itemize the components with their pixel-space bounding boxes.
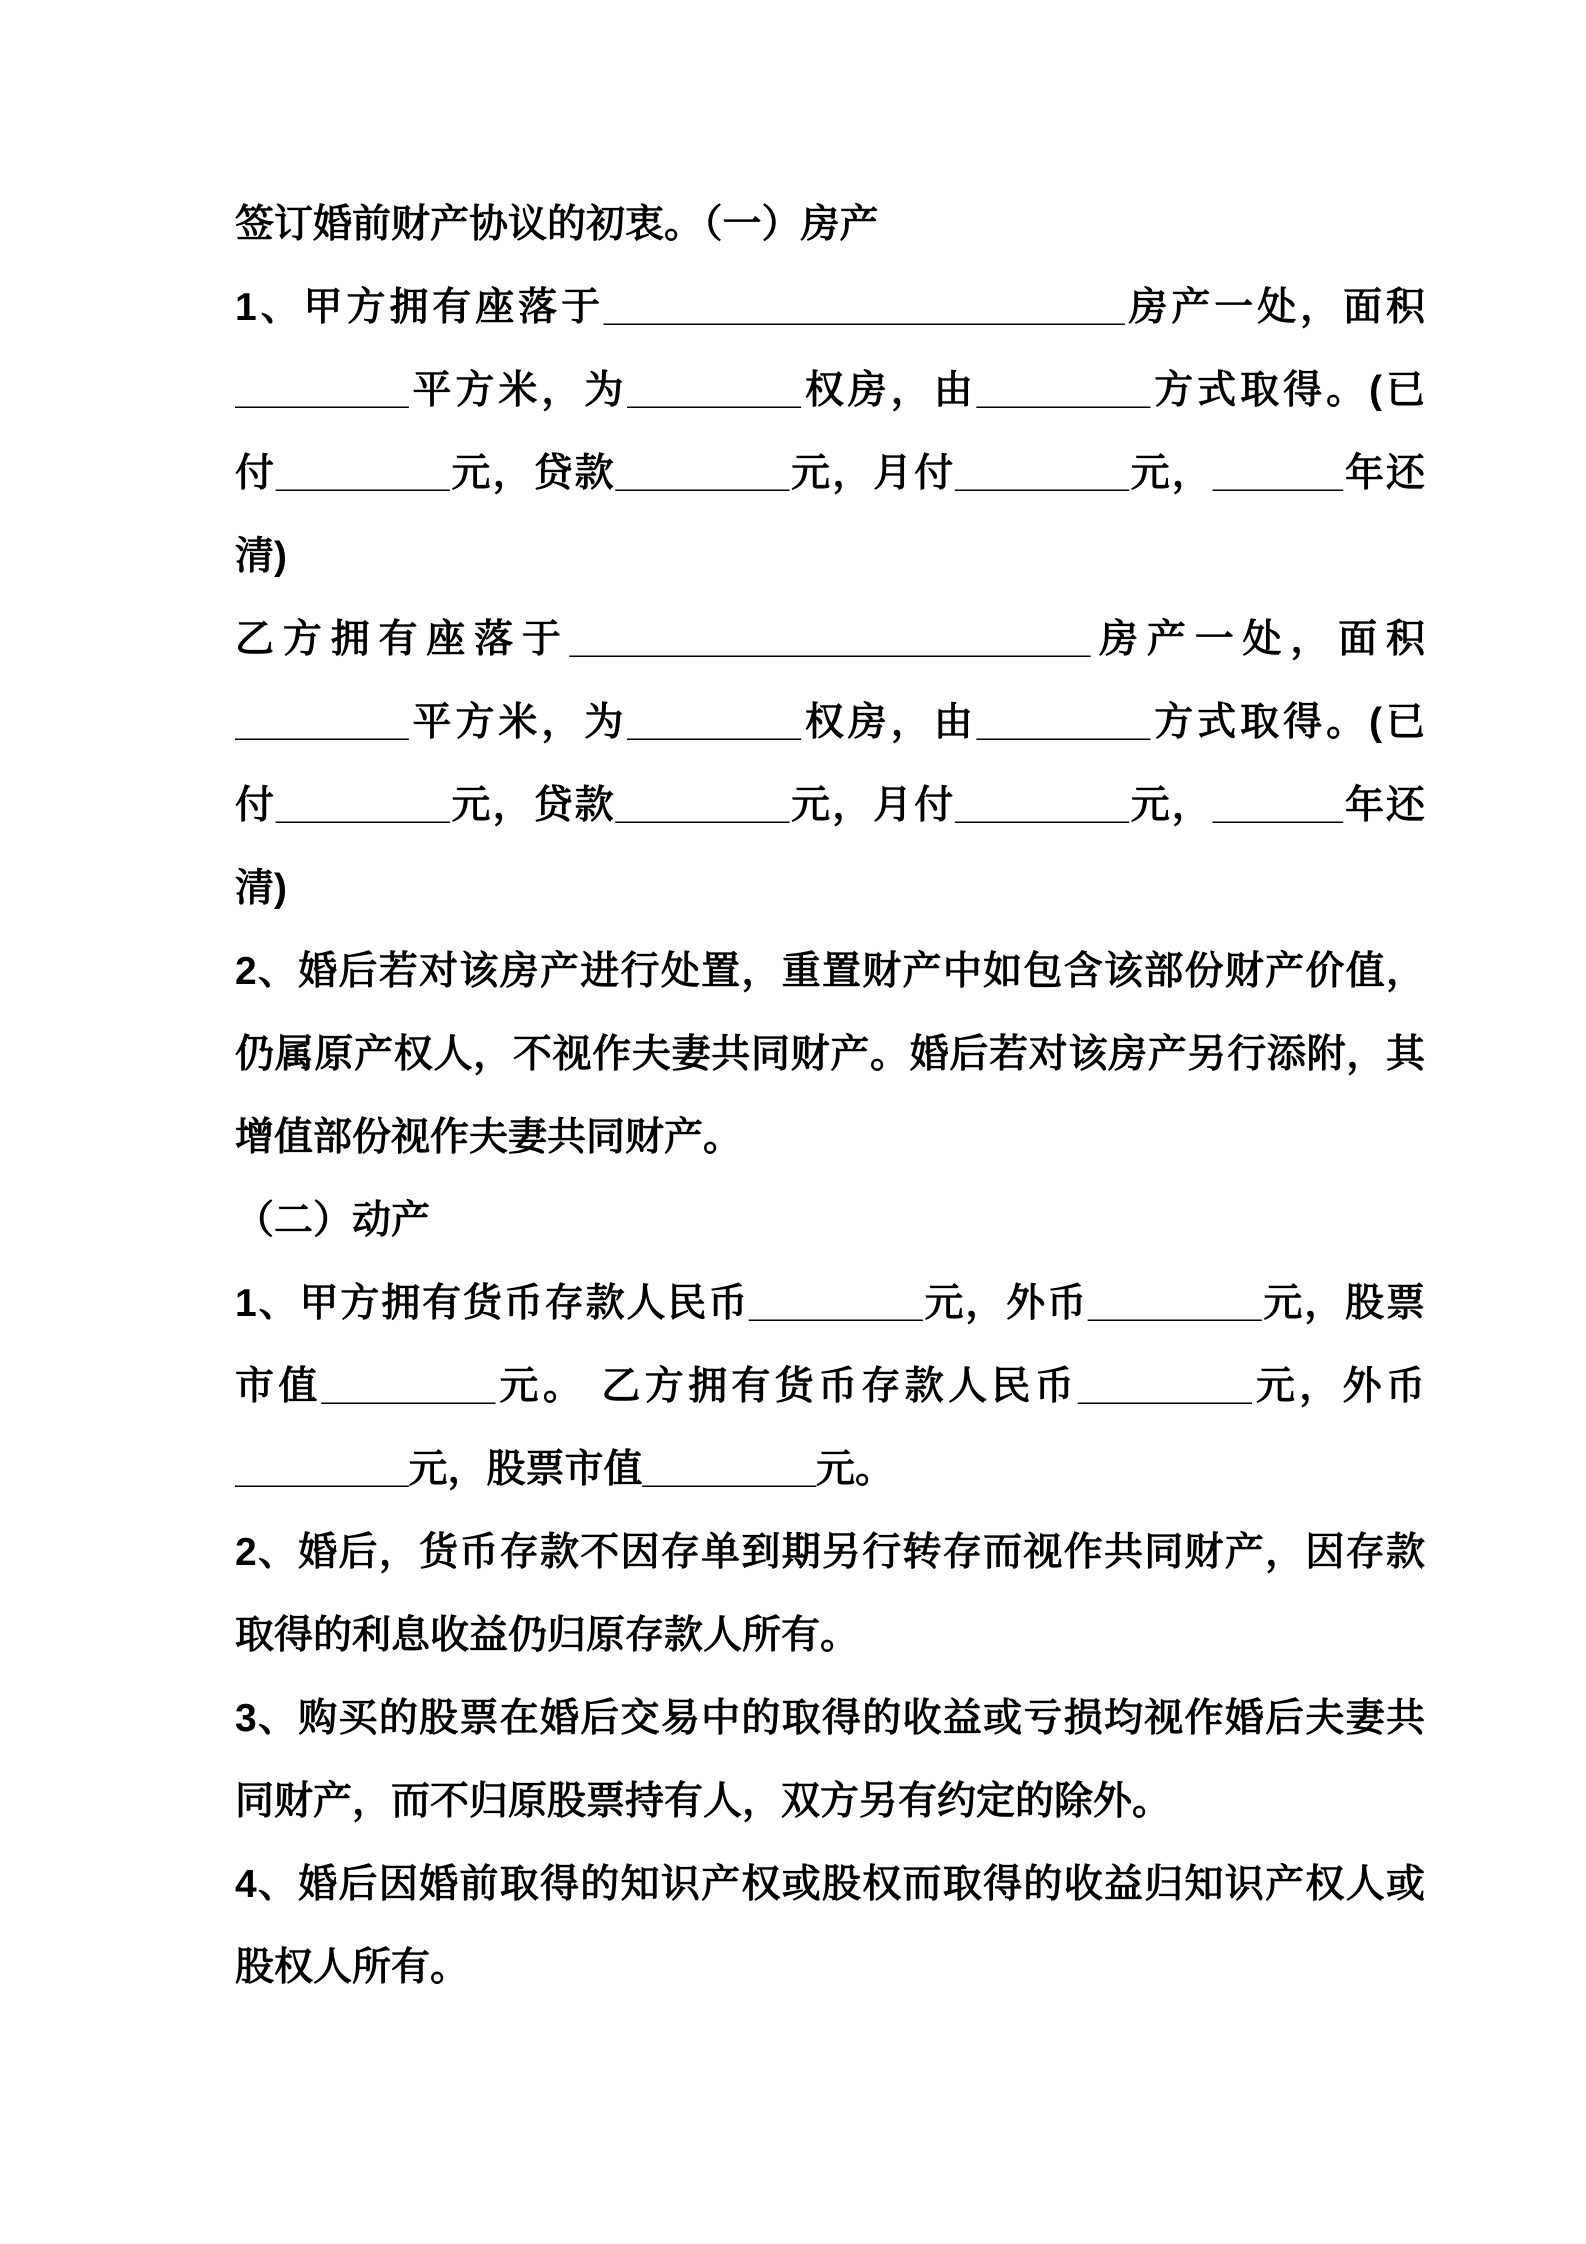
document-line: 同财产，而不归原股票持有人，双方另有约定的除外。 <box>235 1780 1172 1823</box>
document-line: ________平方米，为________权房，由________方式取得。(已 <box>235 369 1425 412</box>
document-line: 乙方拥有座落于________________________房产一处，面积 <box>235 618 1425 661</box>
document-line: 签订婚前财产协议的初衷。（一）房产 <box>235 203 879 246</box>
document-line: 取得的利息收益仍归原存款人所有。 <box>235 1614 860 1657</box>
document-line: 清) <box>235 535 287 578</box>
document-line: 付________元，贷款________元，月付________元，______年还 <box>235 784 1425 827</box>
document-line: 2、婚后若对该房产进行处置，重置财产中如包含该部份财产价值， <box>235 950 1425 993</box>
document-line: 股权人所有。 <box>235 1946 470 1989</box>
document-line: 2、婚后，货币存款不因存单到期另行转存而视作共同财产，因存款 <box>235 1531 1425 1574</box>
document-line: ________平方米，为________权房，由________方式取得。(已 <box>235 701 1425 744</box>
document-line: 市值________元。 乙方拥有货币存款人民币________元，外币 <box>235 1365 1425 1408</box>
document-line: 1、甲方拥有座落于________________________房产一处，面积 <box>235 286 1425 329</box>
document-section-heading: （二）动产 <box>235 1199 431 1242</box>
document-line: 增值部份视作夫妻共同财产。 <box>235 1116 743 1159</box>
document-line: ________元，股票市值________元。 <box>235 1448 895 1491</box>
document-line: 清) <box>235 867 287 910</box>
document-body <box>235 183 1425 2009</box>
document-line: 仍属原产权人，不视作夫妻共同财产。婚后若对该房产另行添附，其 <box>235 1033 1425 1076</box>
document-line: 3、购买的股票在婚后交易中的取得的收益或亏损均视作婚后夫妻共 <box>235 1697 1425 1740</box>
document-line: 1、甲方拥有货币存款人民币________元，外币________元，股票 <box>235 1282 1425 1325</box>
document-line: 4、婚后因婚前取得的知识产权或股权而取得的收益归知识产权人或 <box>235 1863 1425 1906</box>
document-line: 付________元，贷款________元，月付________元，______年还 <box>235 452 1425 495</box>
